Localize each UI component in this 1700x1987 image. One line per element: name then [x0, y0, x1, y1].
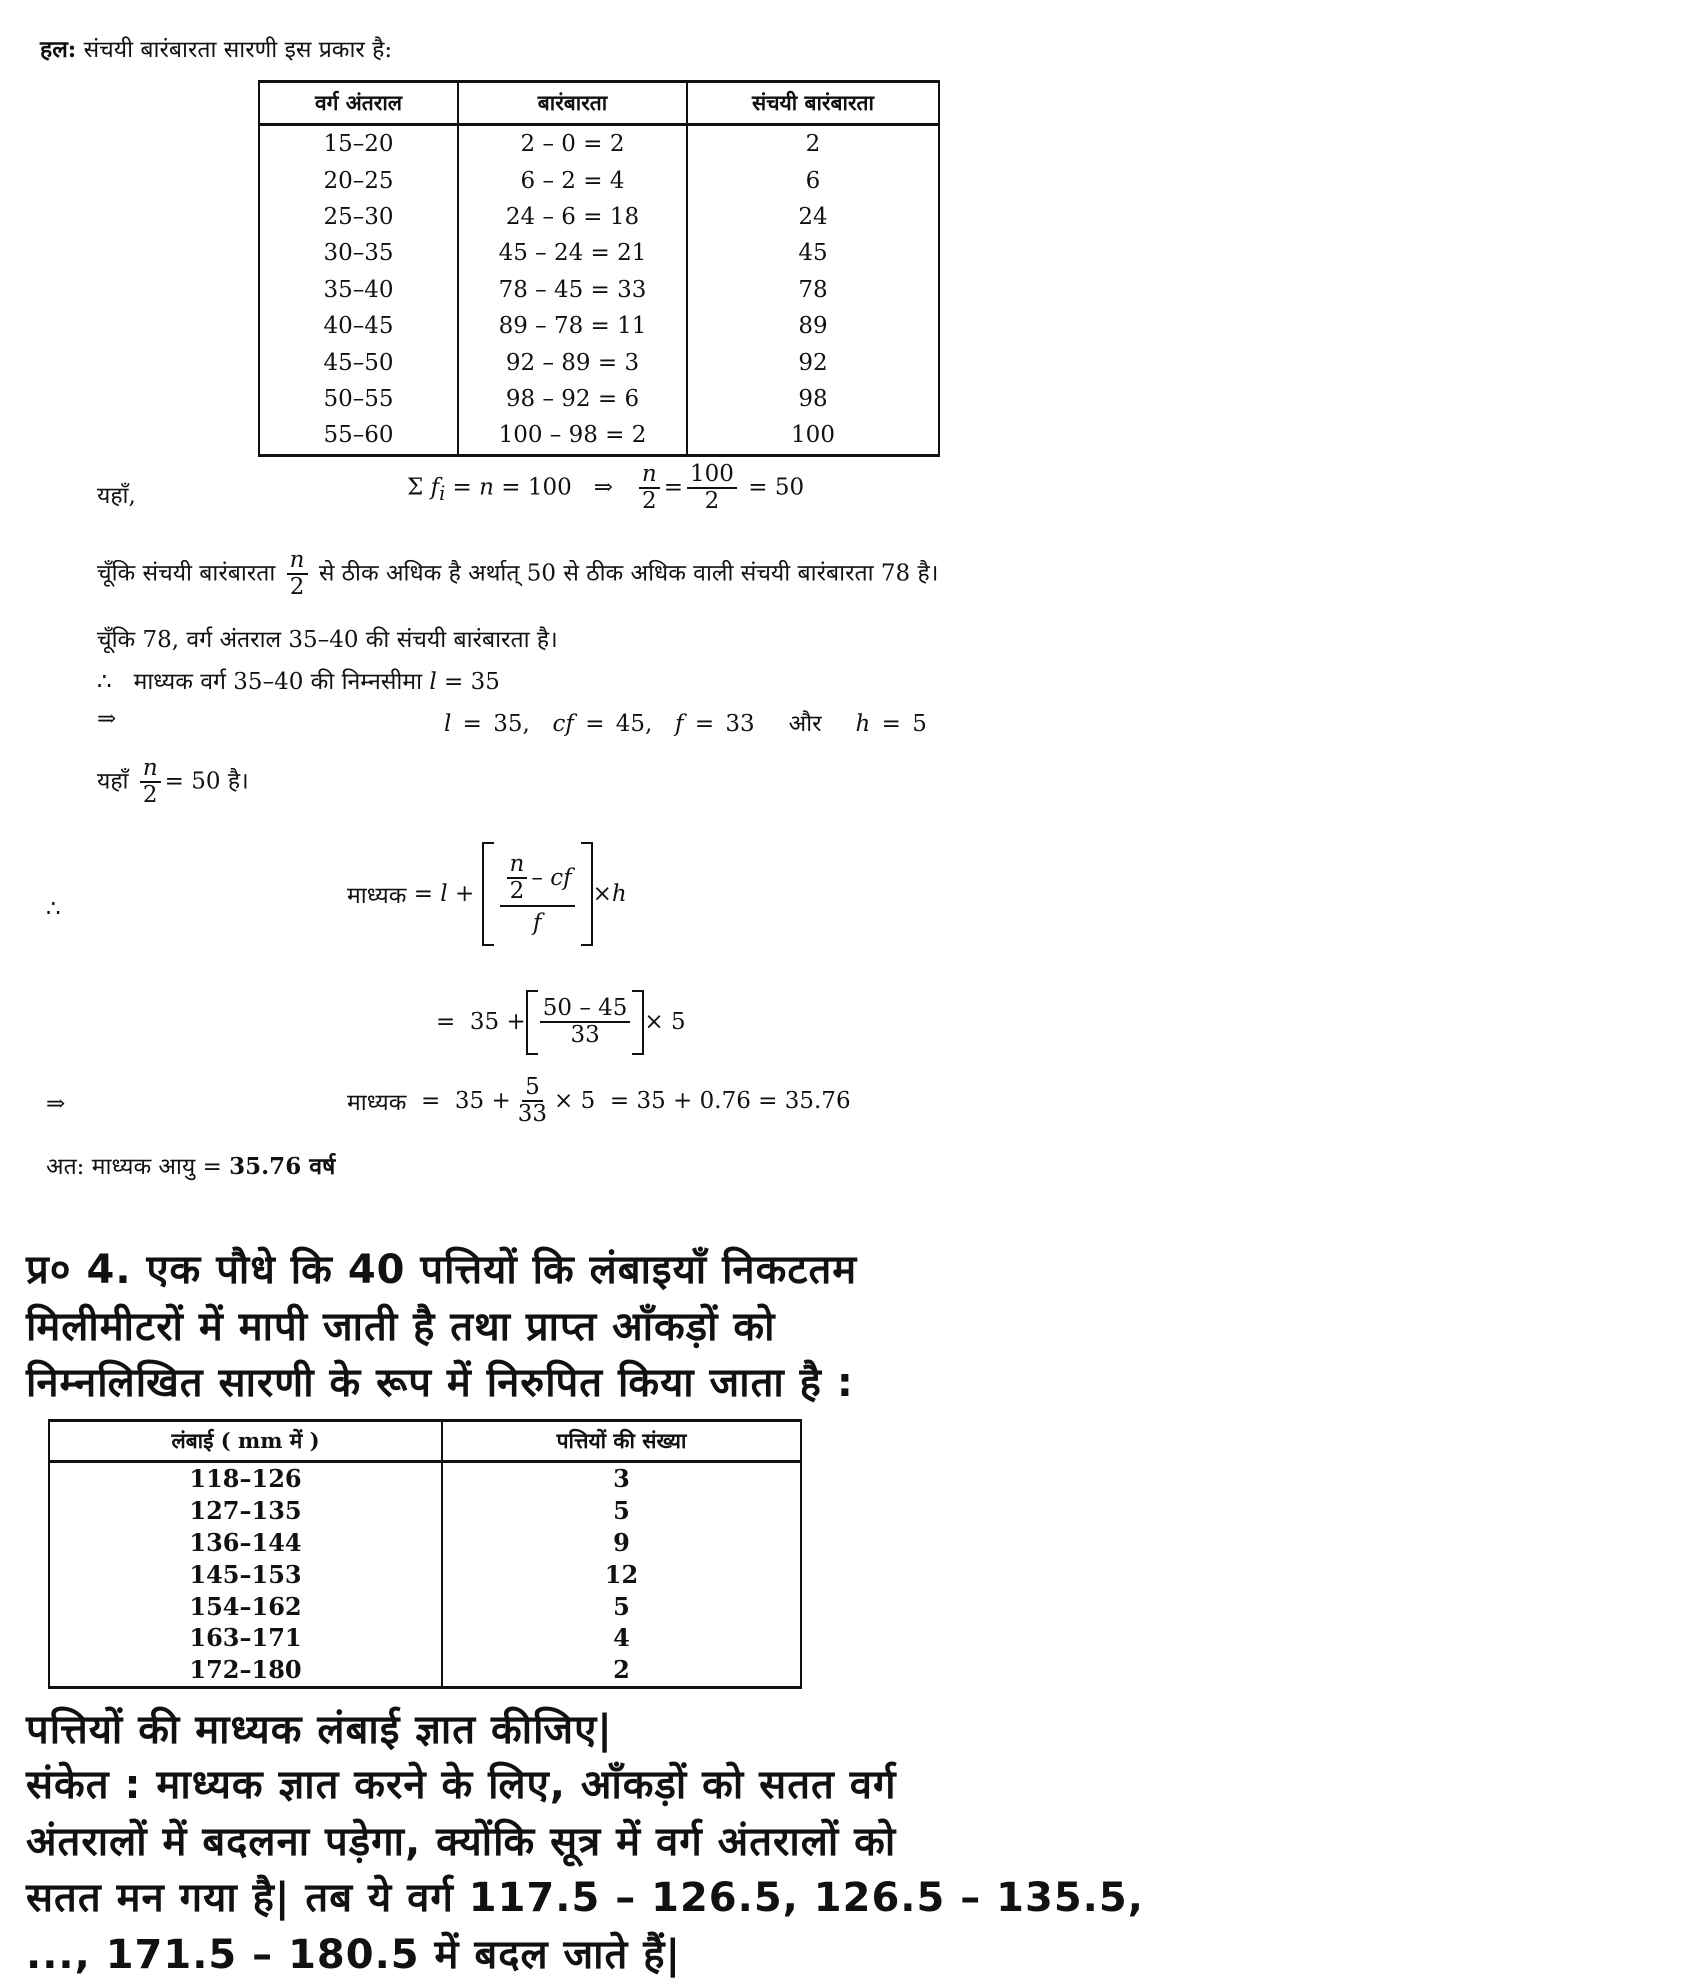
table-cell: 4 — [442, 1622, 801, 1654]
text: यहाँ — [97, 768, 129, 795]
median-formula — [347, 842, 627, 946]
frac-den: 2 — [289, 574, 305, 601]
table-cell: 127–135 — [49, 1495, 442, 1527]
frac-num: n — [140, 756, 161, 783]
solution-prefix: हल: — [40, 36, 77, 63]
text: माध्यक — [347, 1090, 407, 1117]
plus: + — [454, 880, 475, 907]
cumulative-frequency-table — [258, 80, 940, 457]
table-cell: 89 – 78 = 11 — [458, 308, 687, 344]
value: = 35, — [462, 711, 530, 737]
frac-den: 2 — [509, 878, 525, 905]
since-line-2: चूँकि 78, वर्ग अंतराल 35–40 की संचयी बारंबारता है। — [97, 627, 558, 653]
column-header-leaf-count: पत्तियों की संख्या — [442, 1421, 801, 1462]
frac-num: n — [639, 462, 660, 489]
fraction-outer — [500, 852, 575, 936]
table-cell: 9 — [442, 1527, 801, 1559]
table-cell: 15–20 — [259, 125, 458, 163]
median-class-line — [97, 664, 500, 696]
table-cell: 2 – 0 = 2 — [458, 125, 687, 163]
text: माध्यक — [347, 882, 407, 909]
table-row — [259, 162, 939, 198]
table-cell: 40–45 — [259, 308, 458, 344]
table-cell: 78 — [687, 272, 939, 308]
frac-den: 33 — [570, 1022, 600, 1049]
var-l: l — [429, 669, 437, 695]
column-header-cumulative-frequency: संचयी बारंबारता — [687, 82, 939, 125]
table-row — [49, 1622, 801, 1654]
table-cell: 100 – 98 = 2 — [458, 417, 687, 455]
text: अत: माध्यक आयु = — [46, 1154, 222, 1180]
var-h: h — [855, 711, 871, 737]
frac-den: f — [532, 909, 542, 936]
value: = 35 — [444, 669, 500, 695]
fraction — [540, 996, 631, 1049]
sum-line-equation — [407, 462, 804, 515]
bracket-group — [526, 990, 645, 1055]
fraction-100-over-2 — [687, 462, 737, 515]
frac-num: n — [507, 852, 528, 879]
table-cell: 12 — [442, 1558, 801, 1590]
fraction-n-over-2 — [140, 756, 161, 809]
times-5: × 5 — [644, 1009, 686, 1036]
table-cell: 98 – 92 = 6 — [458, 381, 687, 417]
table-cell: 154–162 — [49, 1590, 442, 1622]
table-row — [259, 272, 939, 308]
frac-den: 2 — [642, 488, 657, 515]
result-line — [347, 1075, 851, 1128]
var-f: f — [430, 474, 440, 501]
hint-line-3: सतत मन गया है| तब ये वर्ग 117.5 – 126.5, 126.5 – 135.5, — [26, 1875, 1144, 1921]
frac-num: 100 — [687, 462, 737, 489]
result-value: = 50 — [748, 474, 805, 501]
frac-den: 33 — [517, 1101, 548, 1128]
table-cell: 100 — [687, 417, 939, 455]
table-header-row — [259, 82, 939, 125]
table-cell: 92 – 89 = 3 — [458, 344, 687, 380]
fraction-n-over-2 — [287, 548, 308, 601]
median-age-value: 35.76 वर्ष — [229, 1153, 336, 1180]
equals: = — [436, 1009, 456, 1036]
table-row — [259, 308, 939, 344]
frac-num: n — [287, 548, 308, 575]
base: 35 + — [454, 1088, 511, 1115]
value: = 45, — [585, 711, 653, 737]
arrow-result: ⇒ — [46, 1091, 66, 1117]
table-cell: 145–153 — [49, 1558, 442, 1590]
text: से ठीक अधिक है अर्थात् 50 से ठीक अधिक वाली संचयी बारंबारता 78 है। — [318, 560, 939, 587]
table-cell: 30–35 — [259, 235, 458, 271]
table-cell: 2 — [442, 1654, 801, 1687]
table-cell: 2 — [687, 125, 939, 163]
fraction-5-over-33 — [515, 1075, 550, 1128]
var-f: f — [674, 711, 684, 737]
hint-line-1: संकेत : माध्यक ज्ञात करने के लिए, आँकड़ों को सतत वर्ग — [26, 1762, 897, 1808]
table-row — [49, 1495, 801, 1527]
table-row — [259, 199, 939, 235]
table-row — [49, 1590, 801, 1622]
table-cell: 24 – 6 = 18 — [458, 199, 687, 235]
equals: = — [663, 474, 684, 501]
table-cell: 89 — [687, 308, 939, 344]
text: चूँकि संचयी बारंबारता — [97, 560, 276, 587]
table-row — [259, 381, 939, 417]
table-cell: 6 – 2 = 4 — [458, 162, 687, 198]
therefore-symbol: ∴ — [97, 669, 112, 695]
base: 35 + — [469, 1009, 526, 1036]
table-header-row — [49, 1421, 801, 1462]
value: = 50 है। — [164, 768, 249, 795]
table-cell: 45–50 — [259, 344, 458, 380]
var-l: l — [440, 880, 448, 907]
table-cell: 50–55 — [259, 381, 458, 417]
hint-line-4: ..., 171.5 – 180.5 में बदल जाते हैं| — [26, 1932, 682, 1978]
conclusion-line — [46, 1149, 335, 1181]
leaf-length-table — [48, 1419, 802, 1689]
table-row — [49, 1654, 801, 1687]
table-cell: 118–126 — [49, 1462, 442, 1495]
column-header-length: लंबाई ( mm में ) — [49, 1421, 442, 1462]
table-cell: 163–171 — [49, 1622, 442, 1654]
var-h: h — [611, 880, 627, 907]
equals-value: = 100 — [501, 474, 572, 501]
solution-intro — [40, 32, 392, 64]
frac-num: 5 — [522, 1075, 543, 1102]
times: × — [592, 880, 612, 907]
substitution-line — [436, 990, 686, 1055]
sum-line-label: यहाँ, — [97, 483, 136, 509]
table-cell: 5 — [442, 1495, 801, 1527]
table-row — [49, 1558, 801, 1590]
therefore-symbol: ∴ — [46, 896, 61, 922]
value: = 33 — [694, 711, 755, 737]
table-row — [259, 344, 939, 380]
value: = 5 — [881, 711, 927, 737]
minus: – — [531, 864, 543, 891]
table-row — [259, 235, 939, 271]
table-row — [259, 417, 939, 455]
hint-line-2: अंतरालों में बदलना पड़ेगा, क्योंकि सूत्र में वर्ग अंतरालों को — [26, 1819, 897, 1865]
table-cell: 92 — [687, 344, 939, 380]
table-cell: 172–180 — [49, 1654, 442, 1687]
column-header-frequency: बारंबारता — [458, 82, 687, 125]
question4-line-3: निम्नलिखित सारणी के रूप में निरुपित किया जाता है : — [26, 1360, 854, 1406]
table-cell: 20–25 — [259, 162, 458, 198]
question4-line-2: मिलीमीटरों में मापी जाती है तथा प्राप्त आँकड़ों को — [26, 1304, 776, 1350]
var-n: n — [479, 474, 494, 501]
sigma-symbol: Σ — [407, 474, 424, 501]
equals: = — [452, 474, 472, 501]
text: और — [788, 711, 822, 737]
table-cell: 78 – 45 = 33 — [458, 272, 687, 308]
table-cell: 6 — [687, 162, 939, 198]
solution-intro-text: संचयी बारंबारता सारणी इस प्रकार है: — [83, 37, 393, 63]
table-cell: 3 — [442, 1462, 801, 1495]
equals: = — [413, 880, 433, 907]
equals: = — [421, 1088, 441, 1115]
fraction-n-over-2 — [507, 852, 528, 905]
fraction-n-over-2 — [639, 462, 660, 515]
frac-den: 2 — [704, 488, 720, 515]
rest: × 5 = 35 + 0.76 = 35.76 — [554, 1088, 851, 1115]
table-cell: 24 — [687, 199, 939, 235]
var-i: i — [439, 481, 446, 505]
bracket-group — [482, 842, 593, 946]
table-cell: 136–144 — [49, 1527, 442, 1559]
question4-line-1: प्र० 4. एक पौधे कि 40 पत्तियों कि लंबाइयाँ निकटतम — [26, 1247, 858, 1293]
table-row — [259, 125, 939, 163]
var-l: l — [444, 711, 452, 737]
table-row — [49, 1527, 801, 1559]
table-cell: 35–40 — [259, 272, 458, 308]
table-cell: 45 – 24 = 21 — [458, 235, 687, 271]
table-row — [49, 1462, 801, 1495]
table-cell: 55–60 — [259, 417, 458, 455]
since-line-1 — [97, 548, 938, 601]
table-cell: 45 — [687, 235, 939, 271]
frac-num: 50 – 45 — [540, 996, 631, 1023]
table-cell: 98 — [687, 381, 939, 417]
values-line — [444, 706, 927, 738]
question4-end: पत्तियों की माध्यक लंबाई ज्ञात कीजिए| — [26, 1707, 613, 1753]
column-header-class-interval: वर्ग अंतराल — [259, 82, 458, 125]
implies-arrow: ⇒ — [593, 474, 613, 501]
var-cf: cf — [550, 864, 572, 891]
frac-num — [500, 852, 575, 907]
text: माध्यक वर्ग 35–40 की निम्नसीमा — [133, 669, 423, 695]
var-cf: cf — [552, 711, 574, 737]
table-cell: 5 — [442, 1590, 801, 1622]
table-cell: 25–30 — [259, 199, 458, 235]
arrow-values: ⇒ — [97, 706, 117, 732]
frac-den: 2 — [142, 782, 158, 809]
here-line — [97, 756, 249, 809]
